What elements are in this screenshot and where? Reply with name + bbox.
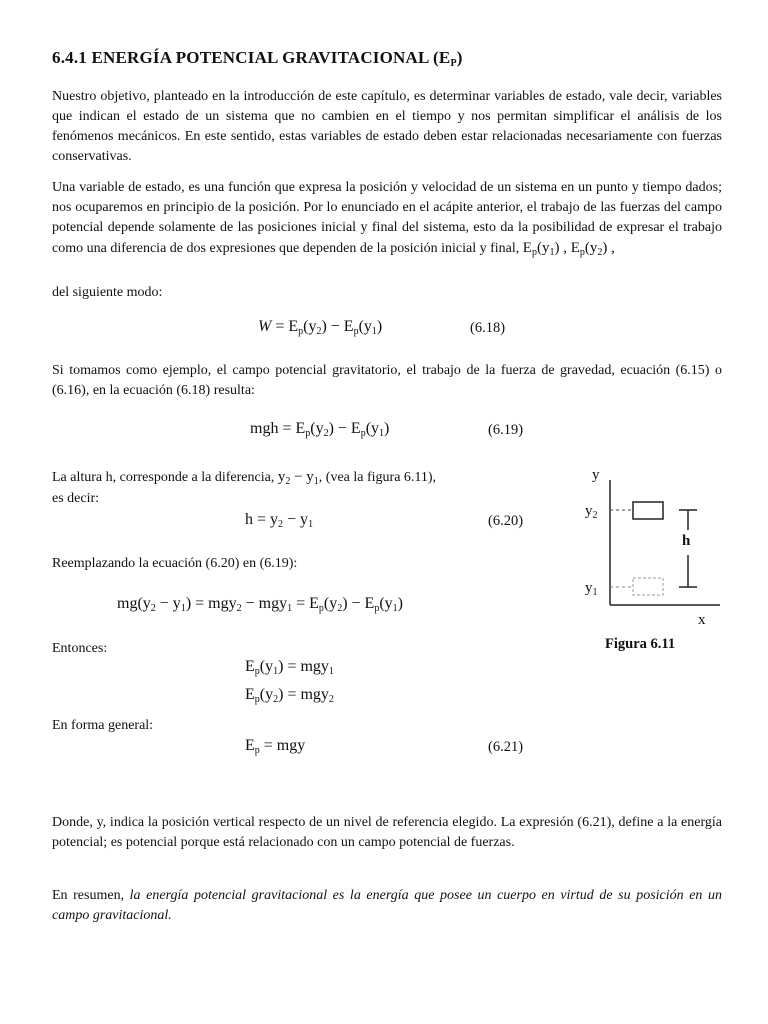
section-title-close: ) xyxy=(456,48,463,67)
figure-6-11-diagram xyxy=(575,465,735,630)
section-title xyxy=(52,48,463,69)
paragraph-5: Reemplazando la ecuación (6.20) en (6.19): xyxy=(52,556,298,571)
equation-number-6-20: (6.20) xyxy=(488,513,524,529)
equation-ep-y1: $E_p(y_1) = mgy_1$ xyxy=(245,658,334,677)
equation-ep-y2: $E_p(y_2) = mgy_2$ xyxy=(245,686,334,705)
block-lower xyxy=(633,578,663,595)
paragraph-4-tail: , (vea la figura 6.11), xyxy=(318,470,437,485)
equation-6-19: mgh = $E_p(y_2) - E_p(y_1)$ xyxy=(250,420,390,439)
paragraph-4b: es decir: xyxy=(52,491,100,506)
paragraph-2-text: Una variable de estado, es una función que expresa la posición y velocidad de un sistema en un punto y tiempo dados; nos ocuparemos en principio de la posición. Por lo enunciado en el acápite anterior, el trabajo de las fuerzas del campo potencial depende solamente de las posiciones inicial y final del sistema, esto da la posibilidad de expresar el trabajo como una diferencia de dos expresiones que dependen de la posición inicial y final, xyxy=(52,180,722,256)
paragraph-7: En forma general: xyxy=(52,718,154,733)
figure-x-axis-label: x xyxy=(698,612,706,628)
equation-6-21: $E_p$ = mgy xyxy=(245,737,306,756)
section-title-text: 6.4.1 ENERGÍA POTENCIAL GRAVITACIONAL (E xyxy=(52,48,451,67)
paragraph-8: Donde, y, indica la posición vertical respecto de un nivel de referencia elegido. La expresión (6.21), define a la energía potencial; es potencial porque está relacionado con un campo potencial de fuerzas. xyxy=(52,815,722,850)
paragraph-1: Nuestro objetivo, planteado en la introducción de este capítulo, es determinar variables de estado, vale decir, variables que indican el estado de un sistema que no cambien en el tiempo y nos permitan simplificar el análisis de los fenómenos mecánicos. En este sentido, estas variables de estado deben estar relacionadas necesariamente con fuerzas conservativas. xyxy=(52,89,722,164)
section-title-subscript: P xyxy=(450,58,457,69)
figure-y-axis-label: y xyxy=(592,467,600,483)
paragraph-2b: del siguiente modo: xyxy=(52,285,163,300)
equation-expanded: $mg(y_2 - y_1) = mgy_2 - mgy_1 = E_p(y_2) - E_p(y_1)$ xyxy=(117,595,403,614)
equation-number-6-18: (6.18) xyxy=(470,320,506,336)
equation-number-6-19: (6.19) xyxy=(488,422,524,438)
paragraph-9 xyxy=(52,886,722,926)
figure-y2-label: $y_2$ xyxy=(585,503,598,521)
paragraph-4-text: La altura h, corresponde a la diferencia, xyxy=(52,470,275,485)
paragraph-3: Si tomamos como ejemplo, el campo potencial gravitatorio, el trabajo de la fuerza de gravedad, ecuación (6.15) o (6.16), en la ecuación (6.18) resulta: xyxy=(52,363,722,398)
paragraph-2 xyxy=(52,178,722,263)
figure-h-label: h xyxy=(682,533,691,549)
block-upper xyxy=(633,502,663,519)
equation-number-6-21: (6.21) xyxy=(488,739,524,755)
paragraph-4-expression: $y_2 - y_1$ xyxy=(277,469,319,487)
equation-6-20: $h = y_2 - y_1$ xyxy=(245,511,314,530)
figure-caption: Figura 6.11 xyxy=(605,636,676,652)
paragraph-9-lead: En resumen, xyxy=(52,888,125,903)
equation-6-18: $W = E_p(y_2) - E_p(y_1)$ xyxy=(258,318,383,337)
paragraph-9-italic: la energía potencial gravitacional es la energía que posee un cuerpo en virtud de su posición en un campo gravitacional. xyxy=(52,888,723,923)
figure-y1-label: $y_1$ xyxy=(585,580,598,598)
paragraph-2-expression: $E_p(y_1)$ , $E_p(y_2)$ , xyxy=(522,240,615,258)
paragraph-6: Entonces: xyxy=(52,641,108,656)
